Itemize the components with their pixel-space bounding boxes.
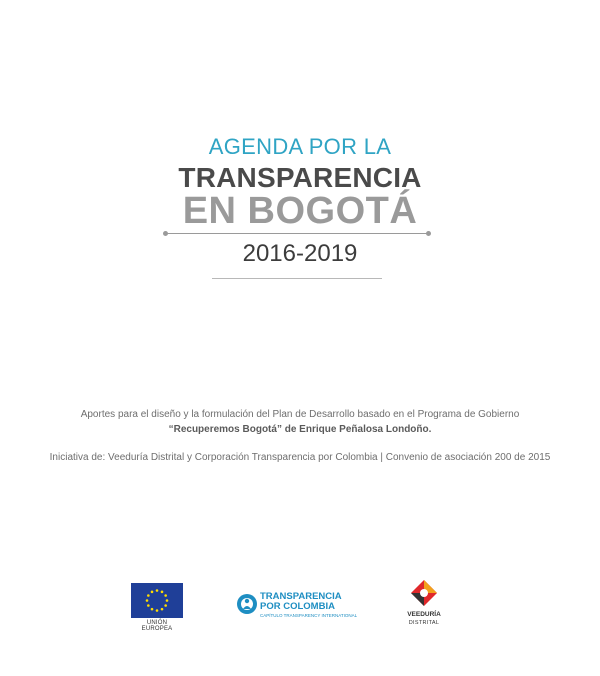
info-programa: “Recuperemos Bogotá” de Enrique Peñalosa Londoño.: [168, 424, 432, 435]
eu-star-icon: [147, 604, 150, 607]
eu-caption: UNIÓN EUROPEA: [141, 620, 173, 632]
transparencia-logo: [236, 589, 358, 623]
eu-star-icon: [156, 609, 159, 612]
title-divider: [166, 233, 428, 234]
info-aportes: Aportes para el diseño y la formulación del Plan de Desarrollo basado en el Programa de Gobierno: [80, 409, 520, 420]
title-line-bogota: EN BOGOTÁ: [182, 190, 418, 232]
eu-star-icon: [164, 594, 167, 597]
eu-star-icon: [146, 599, 149, 602]
transparencia-emblem-icon: [236, 593, 258, 615]
info-iniciativa: Iniciativa de: Veeduría Distrital y Corporación Transparencia por Colombia | Convenio de asociación 200 de 2015: [49, 452, 551, 463]
eu-star-icon: [161, 591, 164, 594]
veeduria-caption-line1: VEEDURÍA: [407, 611, 441, 618]
eu-logo: [131, 583, 183, 632]
title-line-transparencia: TRANSPARENCIA: [178, 162, 422, 193]
veeduria-logo: [401, 578, 447, 628]
transparencia-name-line2: POR COLOMBIA: [260, 601, 335, 612]
eu-star-icon: [166, 599, 169, 602]
veeduria-emblem-icon: [409, 578, 439, 608]
eu-star-icon: [161, 608, 164, 611]
years-label: 2016-2019: [242, 240, 358, 267]
transparencia-subline: CAPÍTULO TRANSPARENCY INTERNATIONAL: [260, 613, 358, 618]
eu-star-icon: [151, 608, 154, 611]
eu-star-icon: [164, 604, 167, 607]
eu-flag-icon: [131, 583, 183, 618]
eu-star-icon: [147, 594, 150, 597]
transparencia-name-line1: TRANSPARENCIA: [260, 591, 342, 602]
years-divider: [212, 278, 382, 279]
eu-star-icon: [156, 589, 159, 592]
eu-star-icon: [151, 591, 154, 594]
title-line-agenda: AGENDA POR LA: [208, 134, 392, 159]
veeduria-caption-line2: DISTRITAL: [408, 620, 440, 626]
